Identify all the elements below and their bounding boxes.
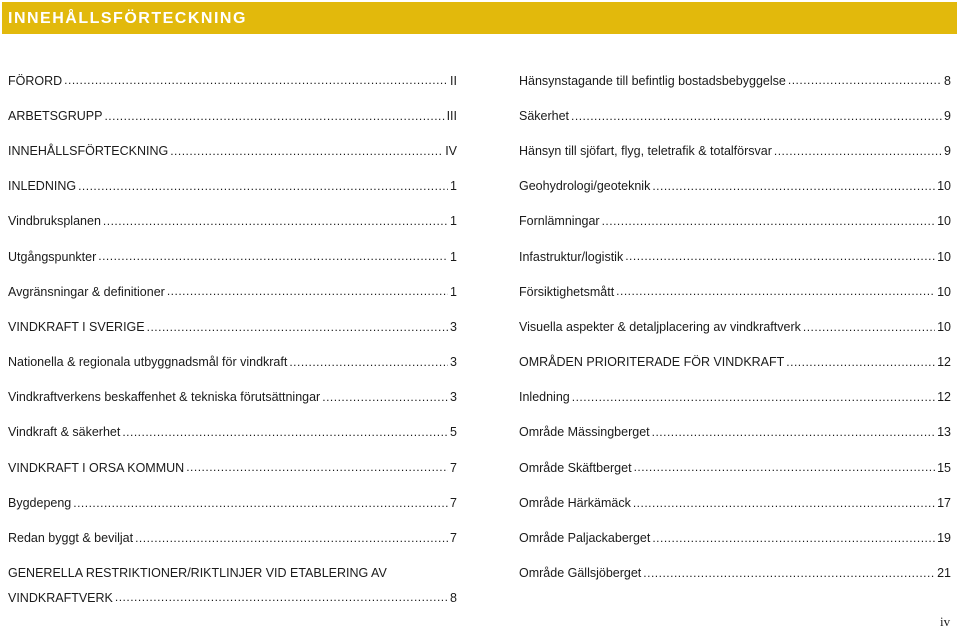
- toc-entry-title: Visuella aspekter & detaljplacering av vindkraftverk: [519, 319, 801, 334]
- toc-entry-title: ARBETSGRUPP: [8, 108, 103, 123]
- dot-leader: [643, 567, 935, 580]
- toc-entry-page: 13: [937, 425, 951, 440]
- dot-leader: [64, 74, 448, 87]
- dot-leader: [289, 356, 448, 369]
- toc-entry-title: Område Paljackaberget: [519, 531, 651, 546]
- toc-entry[interactable]: [519, 485, 951, 520]
- toc-entry-title: INNEHÅLLSFÖRTECKNING: [8, 143, 169, 158]
- dot-leader: [167, 285, 448, 298]
- toc-entry-page: 10: [937, 249, 951, 264]
- toc-entry[interactable]: [8, 415, 457, 450]
- toc-entry-page: 3: [450, 355, 457, 370]
- toc-entry-page: 12: [937, 390, 951, 405]
- toc-entry-page: 15: [937, 460, 951, 475]
- dot-leader: [147, 321, 448, 334]
- dot-leader: [625, 250, 935, 263]
- toc-entry-title: Område Mässingberget: [519, 425, 650, 440]
- toc-left-column: [8, 63, 457, 608]
- dot-leader: [186, 461, 448, 474]
- toc-entry[interactable]: [519, 63, 951, 98]
- toc-entry[interactable]: [8, 204, 457, 239]
- toc-entry[interactable]: [8, 450, 457, 485]
- toc-entry-page: 9: [944, 143, 951, 158]
- dot-leader: [135, 532, 448, 545]
- toc-entry-page: 17: [937, 495, 951, 510]
- toc-entry-page: III: [446, 108, 457, 123]
- dot-leader: [170, 145, 443, 158]
- toc-entry-title: VINDKRAFT I SVERIGE: [8, 319, 145, 334]
- toc-entry-title: OMRÅDEN PRIORITERADE FÖR VINDKRAFT: [519, 355, 785, 370]
- toc-entry-title: Utgångspunkter: [8, 249, 97, 264]
- toc-entry-page: 7: [450, 531, 457, 546]
- toc-entry-title: Bygdepeng: [8, 495, 72, 510]
- dot-leader: [98, 250, 448, 263]
- toc-entry[interactable]: [8, 239, 457, 274]
- toc-entry-page: 21: [937, 566, 951, 581]
- toc-entry-title: Hänsynstagande till befintlig bostadsbebyggelse: [519, 73, 786, 88]
- toc-entry-page: 19: [937, 531, 951, 546]
- toc-entry[interactable]: [519, 309, 951, 344]
- toc-entry[interactable]: [519, 274, 951, 309]
- toc-entry-page: 1: [450, 249, 457, 264]
- dot-leader: [803, 321, 935, 334]
- toc-entry-title: Försiktighetsmått: [519, 284, 615, 299]
- toc-entry-title: Redan byggt & beviljat: [8, 531, 134, 546]
- toc-entry-page: 10: [937, 179, 951, 194]
- toc-entry[interactable]: [8, 485, 457, 520]
- toc-entry-title: Säkerhet: [519, 108, 570, 123]
- dot-leader: [634, 461, 936, 474]
- toc-entry-page: IV: [445, 143, 457, 158]
- dot-leader: [774, 145, 942, 158]
- toc-entry-page: 9: [944, 108, 951, 123]
- toc-entry-page: 10: [937, 319, 951, 334]
- toc-entry-title: Vindkraft & säkerhet: [8, 425, 121, 440]
- page-number: iv: [940, 614, 951, 629]
- dot-leader: [122, 426, 448, 439]
- toc-entry-page: 8: [450, 590, 457, 605]
- dot-leader: [616, 285, 935, 298]
- toc-entry-page: 3: [450, 319, 457, 334]
- toc-entry[interactable]: [519, 239, 951, 274]
- toc-entry-page: 12: [937, 355, 951, 370]
- toc-entry-page: II: [450, 73, 457, 88]
- toc-entry-page: 5: [450, 425, 457, 440]
- dot-leader: [103, 215, 448, 228]
- toc-entry-title: GENERELLA RESTRIKTIONER/RIKTLINJER VID ETABLERING AV: [8, 565, 387, 580]
- toc-entry[interactable]: [8, 133, 457, 168]
- toc-entry-title: Fornlämningar: [519, 214, 600, 229]
- toc-entry[interactable]: [519, 415, 951, 450]
- toc-entry-title: Vindkraftverkens beskaffenhet & tekniska förutsättningar: [8, 390, 321, 405]
- toc-entry-page: 10: [937, 214, 951, 229]
- toc-entry-page: 3: [450, 390, 457, 405]
- toc-entry[interactable]: [8, 380, 457, 415]
- toc-right-column: [519, 63, 951, 591]
- toc-entry-title: Geohydrologi/geoteknik: [519, 179, 651, 194]
- dot-leader: [786, 356, 935, 369]
- toc-entry-title: Vindbruksplanen: [8, 214, 101, 229]
- toc-entry-page: 7: [450, 460, 457, 475]
- dot-leader: [652, 426, 935, 439]
- toc-entry-title: Inledning: [519, 390, 570, 405]
- dot-leader: [115, 591, 448, 604]
- dot-leader: [602, 215, 936, 228]
- toc-entry[interactable]: [519, 520, 951, 555]
- toc-entry-title: INLEDNING: [8, 179, 77, 194]
- toc-heading: INNEHÅLLSFÖRTECKNING: [8, 10, 247, 27]
- toc-entry-title-continued: VINDKRAFTVERK: [8, 590, 113, 605]
- toc-entry-title: VINDKRAFT I ORSA KOMMUN: [8, 460, 185, 475]
- toc-entry[interactable]: [8, 345, 457, 380]
- toc-entry[interactable]: [519, 98, 951, 133]
- toc-entry-page: 1: [450, 214, 457, 229]
- toc-entry[interactable]: [8, 98, 457, 133]
- dot-leader: [652, 180, 935, 193]
- toc-entry-page: 8: [944, 73, 951, 88]
- toc-entry-page: 10: [937, 284, 951, 299]
- toc-entry-page: 7: [450, 495, 457, 510]
- toc-entry-title: FÖRORD: [8, 73, 63, 88]
- dot-leader: [652, 532, 935, 545]
- dot-leader: [788, 74, 942, 87]
- dot-leader: [322, 391, 448, 404]
- dot-leader: [104, 110, 444, 123]
- dot-leader: [633, 497, 935, 510]
- toc-entry[interactable]: [519, 169, 951, 204]
- toc-entry[interactable]: [519, 204, 951, 239]
- toc-entry-page: 1: [450, 179, 457, 194]
- toc-entry[interactable]: [519, 556, 951, 591]
- toc-entry[interactable]: [8, 169, 457, 204]
- toc-entry[interactable]: [8, 274, 457, 309]
- toc-entry[interactable]: [519, 380, 951, 415]
- dot-leader: [572, 391, 935, 404]
- toc-entry[interactable]: [519, 133, 951, 168]
- toc-entry-title: Infastruktur/logistik: [519, 249, 624, 264]
- toc-entry-title: Område Gällsjöberget: [519, 566, 642, 581]
- dot-leader: [78, 180, 448, 193]
- toc-entry-title: Område Härkämäck: [519, 495, 631, 510]
- toc-entry[interactable]: [8, 63, 457, 98]
- toc-entry-title: Hänsyn till sjöfart, flyg, teletrafik & totalförsvar: [519, 143, 772, 158]
- dot-leader: [571, 110, 942, 123]
- toc-entry[interactable]: [519, 345, 951, 380]
- toc-entry-title: Avgränsningar & definitioner: [8, 284, 165, 299]
- toc-entry-title: Nationella & regionala utbyggnadsmål för vindkraft: [8, 355, 288, 370]
- toc-entry[interactable]: [8, 309, 457, 344]
- dot-leader: [73, 497, 448, 510]
- toc-entry[interactable]: [8, 520, 457, 555]
- toc-entry[interactable]: [8, 556, 457, 608]
- toc-banner: [2, 2, 957, 34]
- toc-entry-title: Område Skäftberget: [519, 460, 632, 475]
- toc-entry[interactable]: [519, 450, 951, 485]
- toc-entry-page: 1: [450, 284, 457, 299]
